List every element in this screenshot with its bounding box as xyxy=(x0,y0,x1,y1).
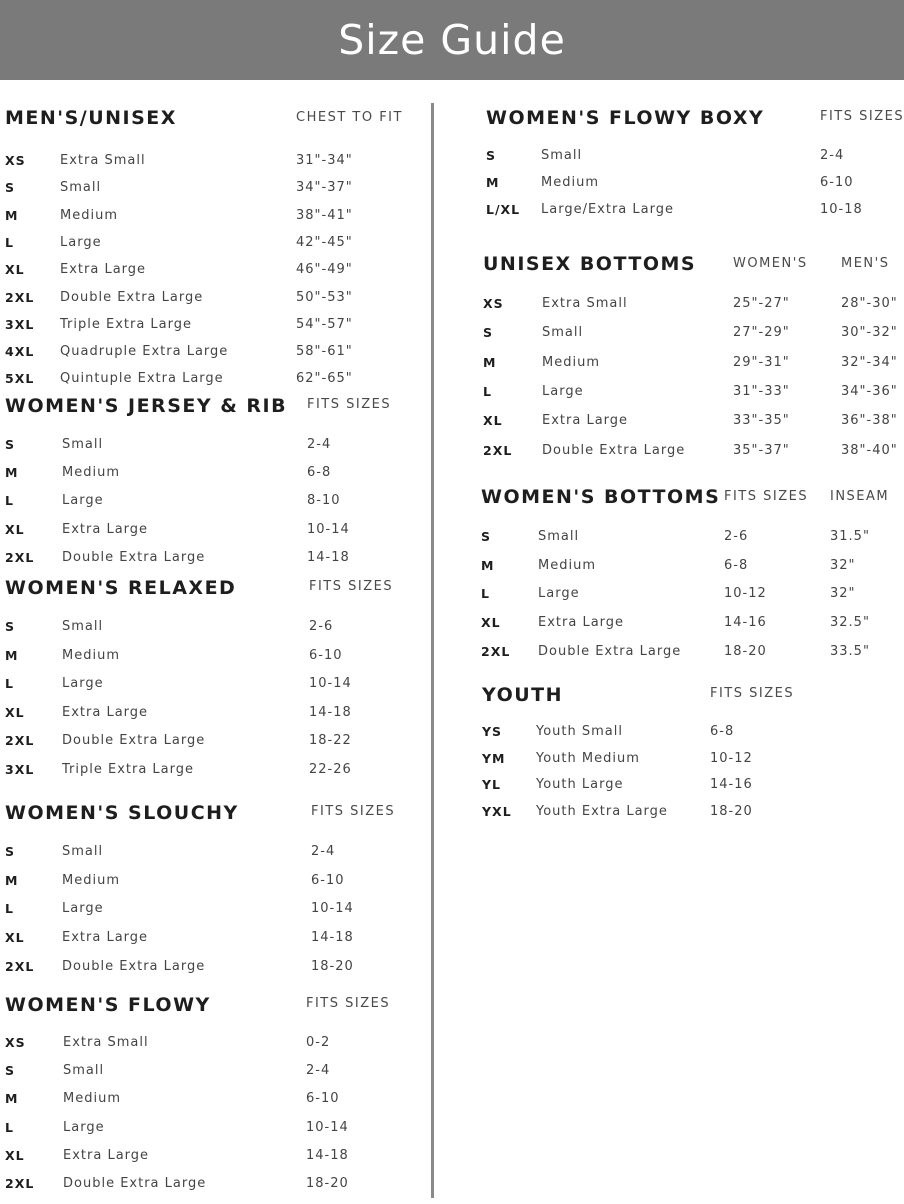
measurement-alt: 33.5" xyxy=(830,643,870,659)
measurement-alt: 28"-30" xyxy=(841,296,898,311)
measurement: 2-4 xyxy=(820,148,845,163)
column-header-fits-sizes: FITS SIZES xyxy=(306,996,391,1011)
column-header-chest-to-fit: CHEST TO FIT xyxy=(296,110,403,125)
measurement: 31"-34" xyxy=(296,153,353,168)
size-code: S xyxy=(5,619,16,634)
size-name: Large xyxy=(62,901,104,917)
size-code: M xyxy=(5,207,19,223)
size-code: L xyxy=(5,676,14,692)
measurement-alt: 32" xyxy=(830,557,856,573)
measurement: 2-6 xyxy=(724,529,749,544)
size-name: Youth Large xyxy=(536,777,624,793)
size-code: L xyxy=(5,234,14,250)
measurement: 6-10 xyxy=(309,647,343,663)
column-header-womens: WOMEN'S xyxy=(733,256,808,271)
size-name: Double Extra Large xyxy=(62,958,206,974)
size-code: M xyxy=(483,354,497,370)
size-name: Medium xyxy=(542,354,600,370)
measurement: 6-10 xyxy=(311,872,345,888)
section-title: WOMEN'S RELAXED xyxy=(5,577,237,599)
size-name: Medium xyxy=(62,647,120,663)
measurement: 33"-35" xyxy=(733,413,790,429)
size-name: Large xyxy=(542,383,584,399)
measurement: 10-12 xyxy=(710,750,753,766)
size-code: 2XL xyxy=(481,643,511,659)
section-title: YOUTH xyxy=(482,684,564,706)
measurement: 6-8 xyxy=(724,557,749,573)
size-code: M xyxy=(5,1091,19,1107)
size-code: L xyxy=(5,1119,14,1135)
measurement-alt: 31.5" xyxy=(830,529,870,544)
measurement: 58"-61" xyxy=(296,344,353,360)
size-code: XL xyxy=(481,615,501,631)
measurement: 2-4 xyxy=(311,844,336,859)
size-code: 5XL xyxy=(5,371,35,387)
size-code: S xyxy=(5,1063,16,1079)
size-code: XS xyxy=(483,296,504,311)
measurement-alt: 38"-40" xyxy=(841,442,898,458)
measurement: 14-16 xyxy=(710,777,753,793)
size-code: YM xyxy=(482,750,506,766)
size-code: L xyxy=(481,586,490,602)
measurement: 10-14 xyxy=(307,521,350,537)
size-code: YL xyxy=(482,777,502,793)
column-header-fits-sizes: FITS SIZES xyxy=(307,397,392,412)
size-guide-banner xyxy=(0,0,904,80)
size-name: Youth Medium xyxy=(536,750,640,766)
size-name: Extra Large xyxy=(538,615,625,631)
size-name: Quadruple Extra Large xyxy=(60,344,229,360)
measurement: 18-22 xyxy=(309,733,352,749)
size-code: 2XL xyxy=(5,733,35,749)
size-name: Youth Small xyxy=(536,724,623,739)
size-code: XS xyxy=(5,153,26,168)
size-name: Extra Small xyxy=(542,296,628,311)
size-code: YXL xyxy=(482,803,512,819)
size-name: Triple Extra Large xyxy=(62,762,195,777)
column-header-fits-sizes: FITS SIZES xyxy=(820,109,904,124)
size-name: Large xyxy=(60,234,102,250)
size-name: Extra Large xyxy=(62,704,149,720)
size-name: Triple Extra Large xyxy=(60,316,193,332)
size-name: Large xyxy=(538,586,580,602)
measurement: 35"-37" xyxy=(733,442,790,458)
size-code: 3XL xyxy=(5,762,35,777)
size-name: Large/Extra Large xyxy=(541,202,674,218)
measurement: 50"-53" xyxy=(296,289,353,305)
size-name: Quintuple Extra Large xyxy=(60,371,224,387)
size-code: S xyxy=(486,148,497,163)
size-name: Small xyxy=(541,148,583,163)
size-name: Small xyxy=(542,325,584,341)
section-title: WOMEN'S FLOWY xyxy=(5,994,211,1016)
size-code: 4XL xyxy=(5,344,35,360)
size-name: Small xyxy=(538,529,580,544)
measurement: 18-20 xyxy=(710,803,753,819)
size-code: L xyxy=(5,901,14,917)
size-code: XL xyxy=(5,704,25,720)
measurement-alt: 32"-34" xyxy=(841,354,898,370)
size-name: Large xyxy=(62,493,104,509)
size-name: Small xyxy=(63,1063,105,1079)
section-title: WOMEN'S JERSEY & RIB xyxy=(5,395,288,417)
size-name: Medium xyxy=(62,872,120,888)
column-header-fits-sizes: FITS SIZES xyxy=(309,579,394,594)
size-code: 2XL xyxy=(5,1176,35,1191)
measurement: 6-8 xyxy=(710,724,735,739)
measurement: 6-10 xyxy=(306,1091,340,1107)
measurement: 14-18 xyxy=(307,549,350,565)
measurement: 10-12 xyxy=(724,586,767,602)
measurement: 18-20 xyxy=(724,643,767,659)
measurement: 38"-41" xyxy=(296,207,353,223)
measurement: 62"-65" xyxy=(296,371,353,387)
size-name: Small xyxy=(62,619,104,634)
size-code: S xyxy=(5,437,16,452)
size-code: S xyxy=(5,180,16,196)
column-header-fits-sizes: FITS SIZES xyxy=(724,489,809,504)
measurement: 10-18 xyxy=(820,202,863,218)
size-code: 2XL xyxy=(5,289,35,305)
size-name: Extra Large xyxy=(60,262,147,278)
measurement: 14-18 xyxy=(311,930,354,946)
size-code: L xyxy=(483,383,492,399)
measurement: 10-14 xyxy=(306,1119,349,1135)
section-title: WOMEN'S SLOUCHY xyxy=(5,802,239,824)
size-code: XL xyxy=(5,930,25,946)
column-header-inseam: INSEAM xyxy=(830,489,890,504)
size-name: Small xyxy=(60,180,102,196)
size-name: Medium xyxy=(538,557,596,573)
measurement: 27"-29" xyxy=(733,325,790,341)
size-name: Double Extra Large xyxy=(62,549,206,565)
measurement: 29"-31" xyxy=(733,354,790,370)
measurement: 34"-37" xyxy=(296,180,353,196)
section-title: UNISEX BOTTOMS xyxy=(483,253,697,275)
measurement: 6-8 xyxy=(307,465,332,481)
measurement: 42"-45" xyxy=(296,234,353,250)
measurement: 18-20 xyxy=(311,958,354,974)
size-code: S xyxy=(5,844,16,859)
column-header-mens: MEN'S xyxy=(841,256,890,271)
size-name: Large xyxy=(62,676,104,692)
size-code: M xyxy=(481,557,495,573)
size-name: Medium xyxy=(63,1091,121,1107)
size-name: Double Extra Large xyxy=(538,643,682,659)
size-code: M xyxy=(5,872,19,888)
measurement: 2-6 xyxy=(309,619,334,634)
size-code: YS xyxy=(482,724,503,739)
size-code: S xyxy=(481,529,492,544)
size-code: L/XL xyxy=(486,202,521,218)
size-name: Medium xyxy=(541,175,599,191)
section-title: WOMEN'S FLOWY BOXY xyxy=(486,107,765,129)
size-code: 2XL xyxy=(483,442,513,458)
size-name: Large xyxy=(63,1119,105,1135)
column-header-fits-sizes: FITS SIZES xyxy=(710,686,795,701)
size-name: Double Extra Large xyxy=(62,733,206,749)
measurement: 14-16 xyxy=(724,615,767,631)
size-code: M xyxy=(5,465,19,481)
size-name: Double Extra Large xyxy=(542,442,686,458)
size-code: XL xyxy=(5,1147,25,1163)
size-name: Extra Large xyxy=(62,521,149,537)
size-code: M xyxy=(486,175,500,191)
size-code: XL xyxy=(5,521,25,537)
measurement: 14-18 xyxy=(306,1147,349,1163)
measurement: 54"-57" xyxy=(296,316,353,332)
measurement: 8-10 xyxy=(307,493,341,509)
size-name: Extra Small xyxy=(63,1035,149,1050)
column-divider xyxy=(431,103,434,1198)
column-header-fits-sizes: FITS SIZES xyxy=(311,804,396,819)
size-name: Extra Large xyxy=(542,413,629,429)
measurement: 31"-33" xyxy=(733,383,790,399)
measurement: 10-14 xyxy=(311,901,354,917)
size-name: Medium xyxy=(62,465,120,481)
size-code: 3XL xyxy=(5,316,35,332)
size-code: 2XL xyxy=(5,549,35,565)
size-name: Extra Large xyxy=(63,1147,150,1163)
measurement: 14-18 xyxy=(309,704,352,720)
size-code: M xyxy=(5,647,19,663)
measurement: 25"-27" xyxy=(733,296,790,311)
measurement-alt: 32" xyxy=(830,586,856,602)
measurement: 22-26 xyxy=(309,762,352,777)
measurement: 2-4 xyxy=(306,1063,331,1079)
measurement: 10-14 xyxy=(309,676,352,692)
measurement-alt: 32.5" xyxy=(830,615,870,631)
size-name: Youth Extra Large xyxy=(536,803,668,819)
size-name: Extra Small xyxy=(60,153,146,168)
size-name: Extra Large xyxy=(62,930,149,946)
size-code: XS xyxy=(5,1035,26,1050)
measurement: 18-20 xyxy=(306,1176,349,1191)
size-code: XL xyxy=(5,262,25,278)
size-code: S xyxy=(483,325,494,341)
measurement: 2-4 xyxy=(307,437,332,452)
measurement-alt: 30"-32" xyxy=(841,325,898,341)
size-code: XL xyxy=(483,413,503,429)
measurement: 0-2 xyxy=(306,1035,331,1050)
measurement: 46"-49" xyxy=(296,262,353,278)
page-title: Size Guide xyxy=(338,16,566,64)
measurement-alt: 36"-38" xyxy=(841,413,898,429)
size-name: Small xyxy=(62,437,104,452)
measurement: 6-10 xyxy=(820,175,854,191)
measurement-alt: 34"-36" xyxy=(841,383,898,399)
size-name: Double Extra Large xyxy=(60,289,204,305)
size-name: Double Extra Large xyxy=(63,1176,207,1191)
section-title: MEN'S/UNISEX xyxy=(5,107,177,129)
size-name: Small xyxy=(62,844,104,859)
size-name: Medium xyxy=(60,207,118,223)
section-title: WOMEN'S BOTTOMS xyxy=(481,486,721,508)
size-code: 2XL xyxy=(5,958,35,974)
size-code: L xyxy=(5,493,14,509)
